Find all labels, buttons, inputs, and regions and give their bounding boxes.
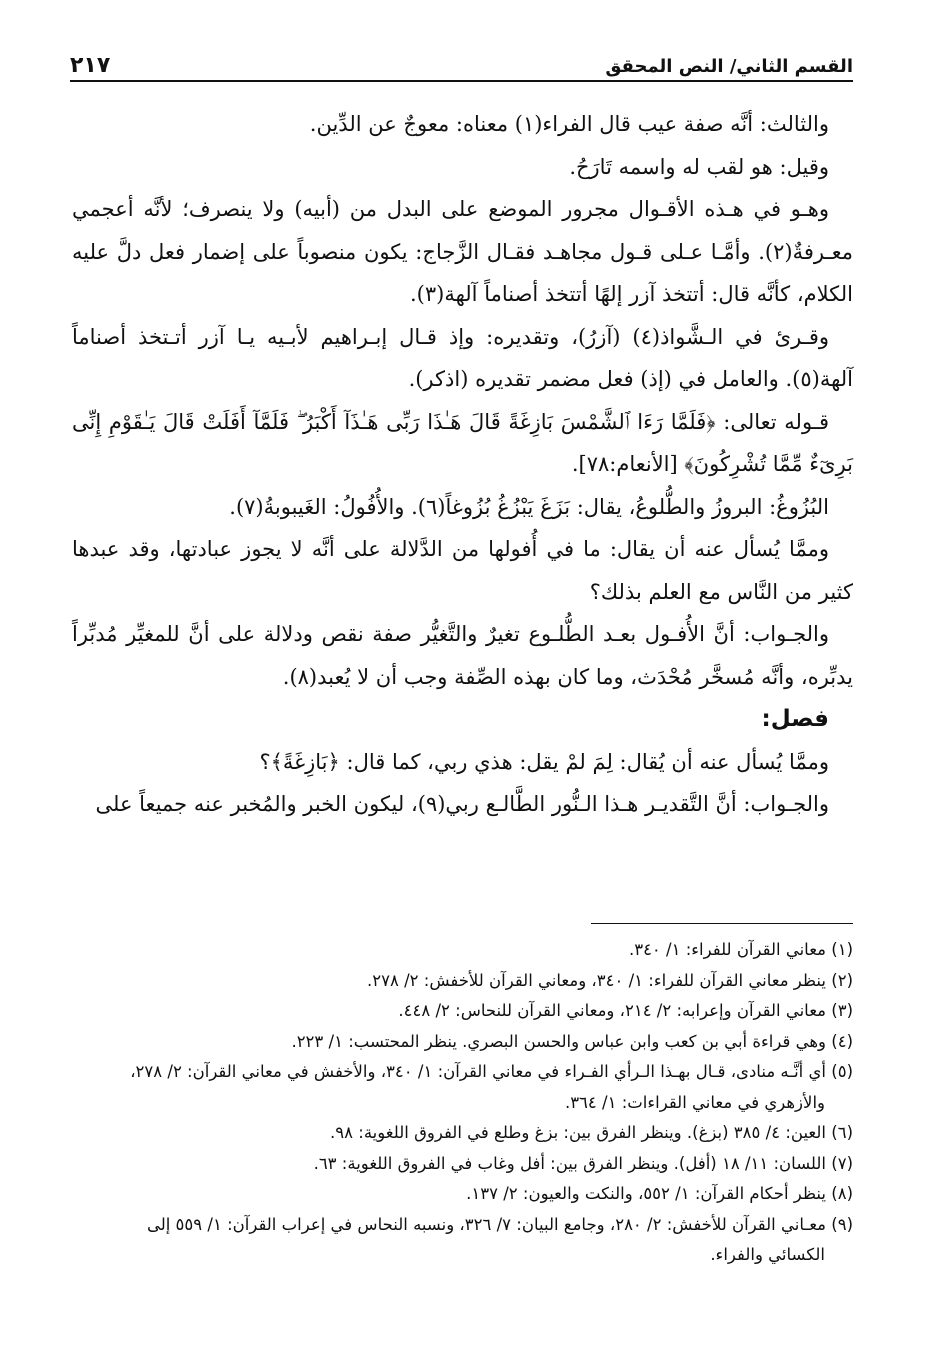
footnote: (٣) معاني القرآن وإعرابه: ٢/ ٢١٤، ومعاني القرآن للنحاس: ٢/ ٤٤٨. <box>398 1001 853 1020</box>
footnote-continuation: والأزهري في معاني القراءات: ١/ ٣٦٤. <box>564 1092 825 1112</box>
footnote <box>72 1057 853 1118</box>
footnote <box>72 1210 853 1271</box>
main-text <box>72 103 853 826</box>
paragraph: وممَّا يُسأل عنه أن يُقال: لِمَ لمْ يقل: هذي ربي، كما قال: ﴿بَازِغَةً﴾؟ <box>259 749 829 774</box>
section-heading: فصل: <box>761 706 829 732</box>
paragraph: والثالث: أنَّه صفة عيب قال الفراء(١) معناه: معوجٌ عن الدِّين. <box>309 112 829 136</box>
paragraph: وهـو في هـذه الأقـوال مجرور الموضع على البدل من (أبيه) ولا ينصرف؛ لأنَّه أعجمي معـرفةٌ(٢). وأمَّـا عـلى قـول مجاهـد فقـال الزَّجاج: يكون منصوباً على إضمار فعل دلَّ عليه الكلام، كأنَّه قال: أتتخذ آزر إلهًا أتتخذ أصناماً آلهة(٣). <box>72 197 853 306</box>
paragraph: وممَّا يُسأل عنه أن يقال: ما في أُفولها من الدَّلالة على أنَّه لا يجوز عبادتها، وقد عبدها كثير من النَّاس مع العلم بذلك؟ <box>72 537 853 604</box>
footnote: (٤) وهي قراءة أبي بن كعب وابن عباس والحسن البصري. ينظر المحتسب: ١/ ٢٢٣. <box>291 1031 853 1051</box>
footnote: (٢) ينظر معاني القرآن للفراء: ١/ ٣٤٠، ومعاني القرآن للأخفش: ٢/ ٢٧٨. <box>366 970 853 990</box>
header-title: القسم الثاني/ النص المحقق <box>605 56 853 77</box>
footnote: (٧) اللسان: ١١/ ١٨ (أفل). وينظر الفرق بين: أفل وغاب في الفروق اللغوية: ٦٣. <box>313 1153 853 1173</box>
paragraph: قـوله تعالى: ﴿فَلَمَّا رَءَا ٱلشَّمْسَ بَازِغَةً قَالَ هَـٰذَا رَبِّى هَـٰذَآ أَكْبَرُ ۖ فَلَمَّآ أَفَلَتْ قَالَ يَـٰقَوْمِ إِنِّى بَرِىٓءٌ مِّمَّا تُشْرِكُونَ﴾ [الأنعام:٧٨]. <box>72 409 853 476</box>
footnote: (٦) العين: ٤/ ٣٨٥ (بزغ). وينظر الفرق بين: بزغ وطلع في الفروق اللغوية: ٩٨. <box>330 1123 853 1142</box>
paragraph: البُزُوغُ: البروزُ والطُّلوعُ، يقال: بَزَغَ يَبْزُغُ بُزُوغاً(٦). والأُفُولُ: الغَيبوبةُ(٧). <box>229 494 829 519</box>
footnote: (١) معاني القرآن للفراء: ١/ ٣٤٠. <box>628 940 853 959</box>
running-header <box>70 50 853 82</box>
paragraph: والجـواب: أنَّ الأُفـول بعـد الطُّلـوع تغيرٌ والتَّغيُّر صفة نقص ودلالة على أنَّ للمغيِّر مُدبِّراً يدبِّره، وأنَّه مُسخَّر مُحْدَث، وما كان بهذه الصِّفة وجب أن لا يُعبد(٨). <box>72 622 853 689</box>
footnote-text: (٥) أي أنَّـه منادى، قـال بهـذا الـرأي الفـراء في معاني القرآن: ١/ ٣٤٠، والأخفش في معاني القرآن: ٢/ ٢٧٨، <box>130 1062 853 1081</box>
footnote-separator <box>591 923 853 924</box>
footnote: (٨) ينظر أحكام القرآن: ١/ ٥٥٢، والنكت والعيون: ٢/ ١٣٧. <box>466 1184 853 1203</box>
paragraph: وقيل: هو لقب له واسمه تَارَحُ. <box>569 154 829 179</box>
footnotes <box>72 935 853 1271</box>
paragraph: والجـواب: أنَّ التَّقديـر هـذا الـنُّور الطَّالـع ربي(٩)، ليكون الخبر والمُخبر عنه جميعاً على <box>95 792 829 816</box>
paragraph: وقـرئ في الـشَّواذ(٤) (آزرُ)، وتقديره: وإذ قـال إبـراهيم لأبـيه يـا آزر أتـتخذ أصناماً آلهة(٥). والعامل في (إذ) فعل مضمر تقديره (اذكر). <box>72 324 853 391</box>
footnote-text: (٩) معـاني القرآن للأخفش: ٢/ ٢٨٠، وجامع البيان: ٧/ ٣٢٦، ونسبه النحاس في إعراب القرآن: ١/ ٥٥٩ إلى <box>146 1214 853 1234</box>
page-number: ٢١٧ <box>70 53 111 78</box>
footnote-continuation: الكسائي والفراء. <box>710 1245 825 1264</box>
